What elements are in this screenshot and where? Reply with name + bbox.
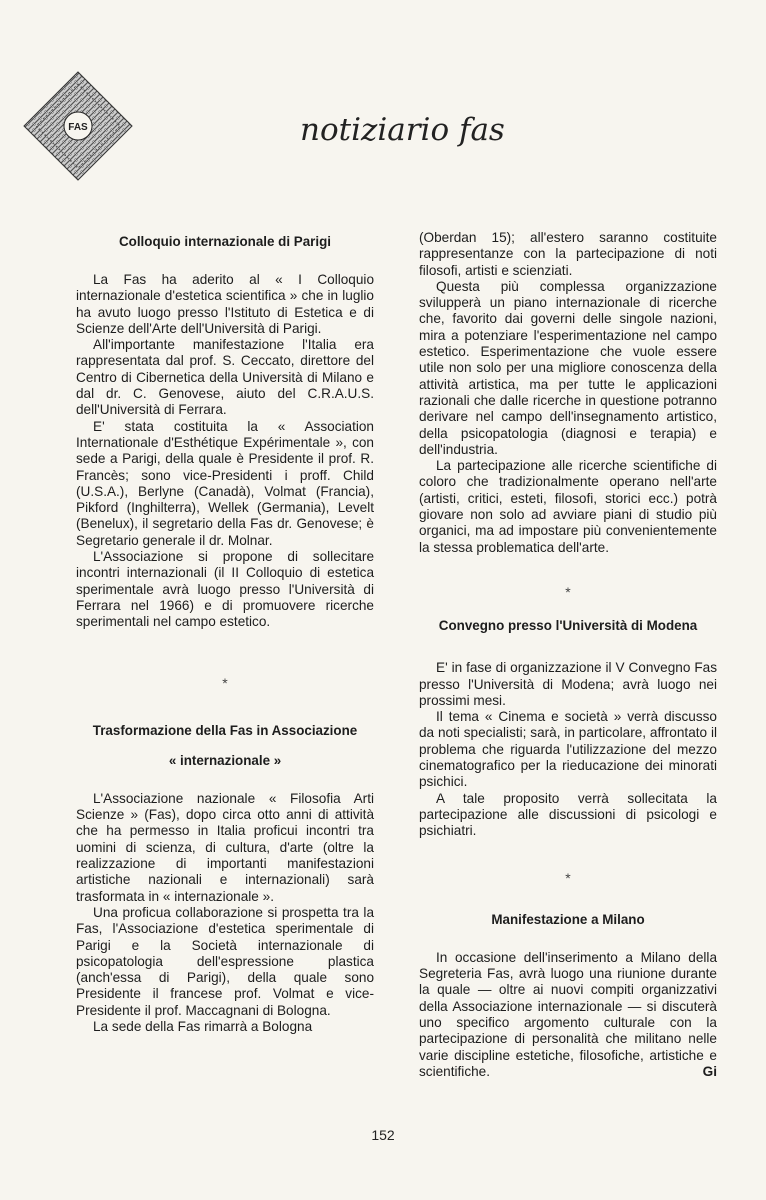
paragraph: All'importante manifestazione l'Italia era rappresentata dal prof. S. Ceccato, direttore del Centro di Cibernetica della Università di Milano e dal dr. C. Genovese, aiuto del C.R.A.U.S. dell'Università di Ferrara. [76, 337, 374, 418]
section-heading-parigi: Colloquio internazionale di Parigi [118, 234, 332, 249]
paragraph: Il tema « Cinema e società » verrà discusso da noti specialisti; sarà, in particolare, affrontato il problema che riguarda l'utilizzazione del mezzo cinematografico per la rieducazione dei minorati psichici. [419, 709, 717, 790]
paragraph: L'Associazione si propone di sollecitare incontri internazionali (il II Colloquio di estetica sperimentale avrà luogo presso l'Università di Ferrara nel 1966) e di promuovere ricerche sperimentali nel campo estetico. [76, 549, 374, 630]
paragraph: A tale proposito verrà sollecitata la partecipazione alle discussioni di psicologi e psichiatri. [419, 790, 717, 839]
paragraph: (Oberdan 15); all'estero saranno costituite rappresentanze con la partecipazione di noti filosofi, artisti e scienziati. [419, 230, 717, 278]
page-title: notiziario fas [300, 112, 505, 148]
left-column [76, 230, 374, 1035]
paragraph [419, 950, 717, 1080]
section-separator: * [222, 674, 228, 691]
paragraph: E' in fase di organizzazione il V Convegno Fas presso l'Università di Modena; avrà luogo nei prossimi mesi. [419, 660, 717, 708]
section-heading-trasformazione-sub: « internazionale » [168, 752, 282, 768]
paragraph: La Fas ha aderito al « I Colloquio internazionale d'estetica scientifica » che in luglio ha avuto luogo presso l'Istituto di Estetica e di Scienze dell'Arte dell'Università di Parigi. [76, 272, 374, 336]
logo-text: FAS [68, 122, 88, 133]
author-signature: Gi [702, 1063, 717, 1079]
section-heading-trasformazione: Trasformazione della Fas in Associazione [92, 722, 358, 738]
section-separator: * [565, 869, 571, 886]
right-column [419, 230, 717, 1080]
paragraph-text: In occasione dell'inserimento a Milano della Segreteria Fas, avrà luogo una riunione durante la quale — oltre ai nuovi compiti organizzativi della Associazione internazionale — si discuterà uno specifico argomento culturale con la partecipazione di personalità che militano nelle varie discipline estetiche, filosofiche, artistiche e scientifiche. [419, 949, 717, 1079]
page-number: 152 [371, 1127, 395, 1143]
paragraph: L'Associazione nazionale « Filosofia Arti Scienze » (Fas), dopo circa otto anni di attività che ha permesso in Italia proficui incontri tra uomini di scienza, di cultura, d'arte (oltre la realizzazione di importanti manifestazioni artistiche nazionali e internazionali) sarà trasformata in « internazionale ». [76, 790, 374, 904]
fas-logo [22, 70, 134, 182]
paragraph: Questa più complessa organizzazione svilupperà un piano internazionale di ricerche che, favorito dai governi delle singole nazioni, mira a potenziare l'esperimentazione nel campo estetico. Esperimentazione che vuole essere utile non solo per una migliore conoscenza della attività artistica, ma per tutte le applicazioni razionali che dalle ricerche in questione potranno derivare nel campo dell'insegnamento artistico, della psicopatologia (diagnosi e terapia) e dell'industria. [419, 278, 717, 457]
paragraph: La sede della Fas rimarrà a Bologna [93, 1018, 313, 1034]
paragraph: Una proficua collaborazione si prospetta tra la Fas, l'Associazione d'estetica sperimentale di Parigi e la Società internazionale di psicopatologia dell'espressione plastica (anch'essa di Parigi), della quale sono Presidente il francese prof. Volmat e vice-Presidente il prof. Maccagnani di Bologna. [76, 904, 374, 1018]
section-heading-modena: Convegno presso l'Università di Modena [438, 618, 698, 634]
section-separator: * [565, 583, 571, 600]
paragraph: E' stata costituita la « Association Internationale d'Esthétique Expérimentale », con sede a Parigi, della quale è Presidente il prof. R. Francès; sono vice-Presidenti i proff. Child (U.S.A.), Berlyne (Canadà), Volmat (Francia), Pikford (Inghilterra), Wellek (Germania), Levelt (Benelux), il segretario della Fas dr. Genovese; è Segretario generale il dr. Molnar. [76, 418, 374, 548]
section-heading-milano: Manifestazione a Milano [491, 911, 645, 927]
paragraph: La partecipazione alle ricerche scientifiche di coloro che tradizionalmente operano nell'arte (artisti, critici, esteti, filosofi, storici ecc.) potrà giovare non solo ad avviare piani di studio più organici, ma ad impostare più convenientemente la stessa problematica dell'arte. [419, 458, 717, 555]
